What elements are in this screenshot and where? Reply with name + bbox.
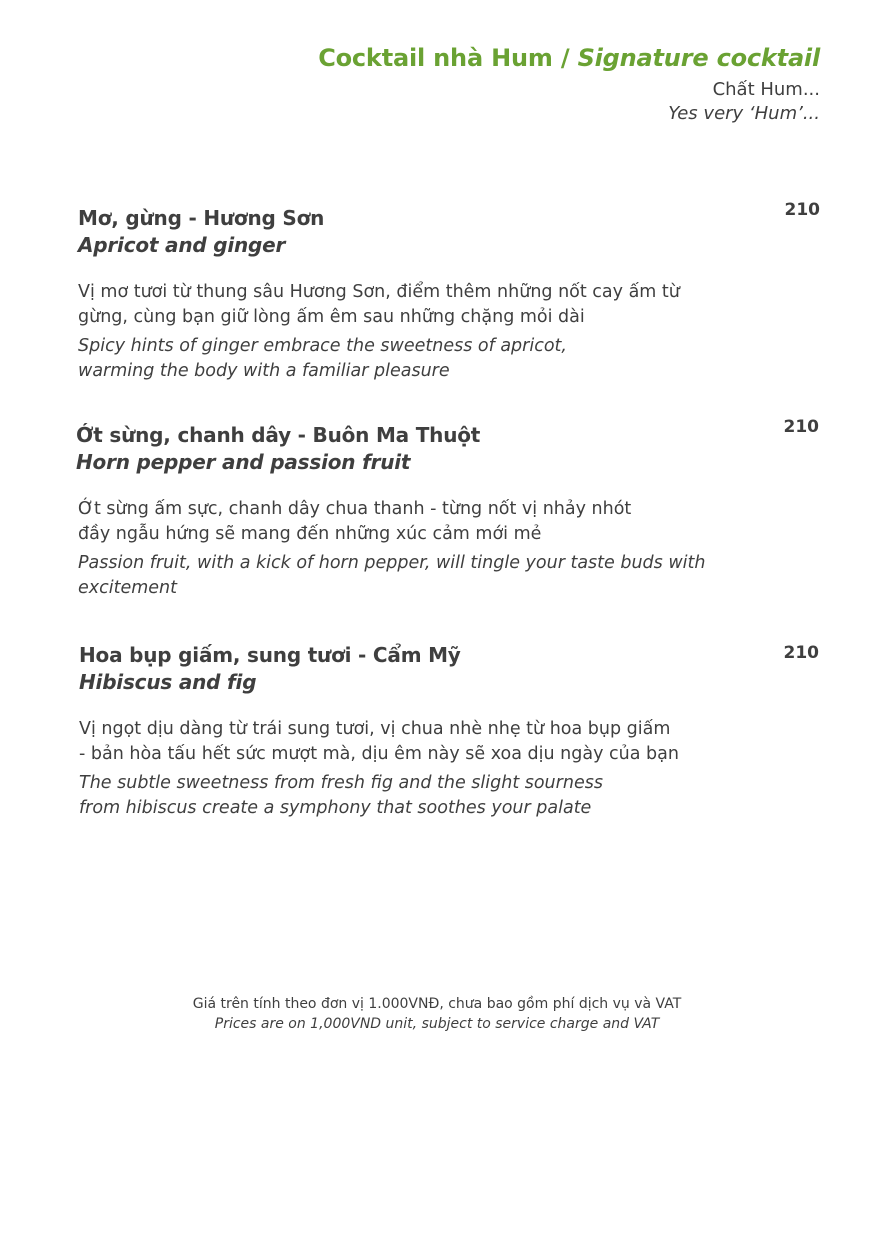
description-line: đầy ngẫu hứng sẽ mang đến những xúc cảm mới mẻ <box>78 524 542 544</box>
menu-item-apricot-ginger <box>78 200 820 384</box>
description-line: - bản hòa tấu hết sức mượt mà, dịu êm này sẽ xoa dịu ngày của bạn <box>79 744 679 764</box>
item-description-en <box>78 551 718 601</box>
item-name-en: Horn pepper and passion fruit <box>76 450 411 474</box>
price-note <box>0 994 874 1034</box>
price-note-vi: Giá trên tính theo đơn vị 1.000VNĐ, chưa bao gồm phí dịch vụ và VAT <box>192 996 682 1012</box>
item-description-en <box>79 771 719 821</box>
description-line: Spicy hints of ginger embrace the sweetness of apricot, <box>78 336 567 356</box>
item-description-vi <box>78 280 718 330</box>
description-line: excitement <box>78 578 178 598</box>
tagline-vi: Chất Hum... <box>712 79 820 100</box>
description-line: Vị mơ tươi từ thung sâu Hương Sơn, điểm thêm những nốt cay ấm từ <box>78 282 680 302</box>
title-separator: / <box>560 44 570 72</box>
item-name-vi: Mơ, gừng - Hương Sơn <box>78 206 325 230</box>
item-description-vi <box>79 717 719 767</box>
tagline-en: Yes very ‘Hum’... <box>668 103 820 124</box>
description-line: Vị ngọt dịu dàng từ trái sung tươi, vị chua nhè nhẹ từ hoa bụp giấm <box>79 719 671 739</box>
description-line: Passion fruit, with a kick of horn pepper, will tingle your taste buds with <box>78 553 706 573</box>
item-name-en: Hibiscus and fig <box>79 670 257 694</box>
menu-item-hibiscus-fig <box>79 641 819 821</box>
item-name-vi: Hoa bụp giấm, sung tươi - Cẩm Mỹ <box>79 643 461 667</box>
description-line: gừng, cùng bạn giữ lòng ấm êm sau những chặng mỏi dài <box>78 307 585 327</box>
item-price: 210 <box>784 200 820 220</box>
description-line: warming the body with a familiar pleasure <box>78 361 450 381</box>
item-description-en <box>78 334 718 384</box>
description-line: The subtle sweetness from fresh fig and the slight sourness <box>79 773 603 793</box>
item-price: 210 <box>783 643 819 663</box>
title-vi: Cocktail nhà Hum <box>318 44 553 72</box>
tagline <box>318 78 820 126</box>
menu-item-horn-pepper-passion-fruit <box>76 417 819 601</box>
page-title <box>318 44 820 72</box>
item-name-en: Apricot and ginger <box>78 233 286 257</box>
description-line: Ớt sừng ấm sực, chanh dây chua thanh - từng nốt vị nhảy nhót <box>78 499 632 519</box>
description-line: from hibiscus create a symphony that soothes your palate <box>79 798 592 818</box>
title-en: Signature cocktail <box>577 44 820 72</box>
item-price: 210 <box>783 417 819 437</box>
item-description-vi <box>78 497 718 547</box>
price-note-en: Prices are on 1,000VND unit, subject to service charge and VAT <box>214 1016 660 1032</box>
item-name-vi: Ớt sừng, chanh dây - Buôn Ma Thuột <box>76 423 481 447</box>
menu-header <box>318 44 820 126</box>
